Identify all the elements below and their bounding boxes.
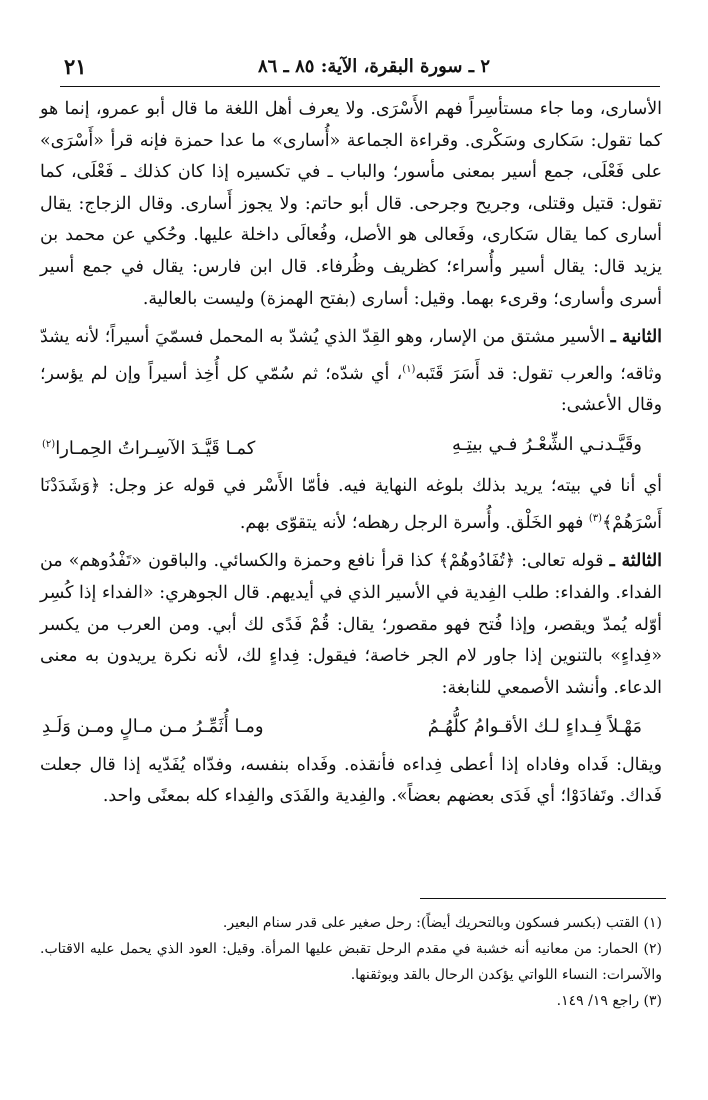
section-label-third: الثالثة ـ [609, 551, 662, 572]
paragraph-1: الأسارى، وما جاء مستأسِراً فهم الأَسْرَى. ولا يعرف أهل اللغة ما قال أبو عمرو، إنما هو كما تقول: سَكارى وسَكْرى. وقراءة الجماعة «أُسارى» ما عدا حمزة فإنه قرأ «أَسْرَى» على فَعْلَى، جمع أسير بمعنى مأسور؛ والباب ـ في تكسيره إذا كان كذلك ـ فَعْلَى، كما تقول: قتيل وقتلى، وجريح وجرحى. قال أبو حاتم: ولا يجوز أَسارى. وقال الزجاج: يقال أسارى كما يقال سَكارى، وفَعالى هو الأصل، وفُعالَى داخلة عليها. وحُكي عن محمد بن يزيد قال: يقال أسير وأُسراء؛ كظريف وظُرفاء. قال ابن فارس: يقال في جمع أسير أسرى وأسارى؛ وقرىء بهما. وقيل: أسارى (بفتح الهمزة) وليست بالعالية. [40, 99, 662, 309]
verse-2-second-hemistich: ومـا أُثَمِّـرُ مـن مـالٍ ومـن وَلَـدِ [42, 716, 264, 738]
footnote-3: (٣) راجع ١٩/ ١٤٩. [556, 993, 662, 1009]
verse-2-first-hemistich: مَهْـلاً فِـداءٍ لـك الأقـوامُ كلُّهُـمُ [427, 716, 642, 738]
paragraph-2-text-b: ، أي شدّه؛ ثم سُمّي كل أُخِذ أسيراً وإن لم يؤسر؛ وقال الأعشى: [40, 363, 662, 416]
page-number: ٢١ [64, 54, 87, 79]
footnote-ref-3: (٣) [588, 512, 603, 524]
footnote-ref-1: (١) [402, 363, 416, 375]
poem-verse-2 [40, 711, 662, 743]
section-label-second: الثانية ـ [610, 327, 662, 348]
paragraph-3: أي أنا في بيته؛ يريد بذلك بلوغه النهاية فيه. فأمّا الأَسْر في قوله عز وجل: ﴿وَشَدَدْنَا أَسْرَهُمْ﴾$^{(٣)}$ فهو الخَلْق. وأُسرة الرجل رهطه؛ لأنه يتقوّى بهم. [40, 476, 662, 533]
footnotes [40, 910, 662, 1014]
footnote-separator [420, 898, 666, 899]
paragraph-5: ويقال: فَداه وفاداه إذا أعطى فِداءه فأنقذه. وفَداه بنفسه، وفدّاه يُفَدّيه إذا قال جعلت فَداك. وتَفادَوْا؛ أي فَدَى بعضهم بعضاً». والفِدية والفَدَى والفِداء كله بمعنًى واحد. [40, 754, 662, 807]
paragraph-4 [40, 546, 662, 704]
paragraph-2 [40, 322, 662, 422]
main-text [40, 94, 662, 813]
verse-1-second-hemistich: كمـا قَيَّـدَ الآسِـراتُ الحِمـارا$^{(٢)}$ [42, 437, 256, 459]
footnote-2: (٢) الحمار: من معانيه أنه خشبة في مقدم الرحل تقبض عليها المرأة. وقيل: العود الذي يحمل عليه الاقتاب. والآسرات: النساء اللواتي يؤكدن الرحال بالقد ويوثقنها. [40, 941, 662, 983]
verse-1-first-hemistich: وقَيَّـدنـي الشِّعْـرُ فـي بيتِـهِ [451, 433, 642, 455]
running-header [60, 52, 660, 87]
paragraph-4-text: قوله تعالى: ﴿تُفَادُوهُمْ﴾ كذا قرأ نافع وحمزة والكسائي. والباقون «تَفْدُوهم» من الفداء. والفداء: طلب الفِدية في الأسير الذي في أيديهم. قال الجوهري: «الفداء إذا كُسِر أوّله يُمدّ ويقصر، وإذا فُتح فهو مقصور؛ يقال: قُمْ فَدًى لك أبي. ومن العرب من يكسر «فِداءٍ» بالتنوين إذا جاور لام الجر خاصة؛ فيقول: فِداءٍ لك، لأنه نكرة يريدون به معنى الدعاء. وأنشد الأصمعي للنابغة: [40, 551, 662, 698]
paragraph-2-text: الأسير مشتق من الإسار، وهو القِدّ الذي يُشدّ به المحمل فسمّيَ أسيراً؛ لأنه يشدّ وثاقه؛ والعرب تقول: قد أَسَرَ قَتَبه [40, 327, 663, 384]
poem-verse-1 [40, 429, 662, 465]
chapter-title: ٢ ـ سورة البقرة، الآية: ٨٥ ـ ٨٦ [257, 56, 490, 77]
footnote-1: (١) القتب (بكسر فسكون وبالتحريك أيضاً): رحل صغير على قدر سنام البعير. [222, 915, 662, 931]
footnote-ref-2: (٢) [42, 438, 56, 450]
